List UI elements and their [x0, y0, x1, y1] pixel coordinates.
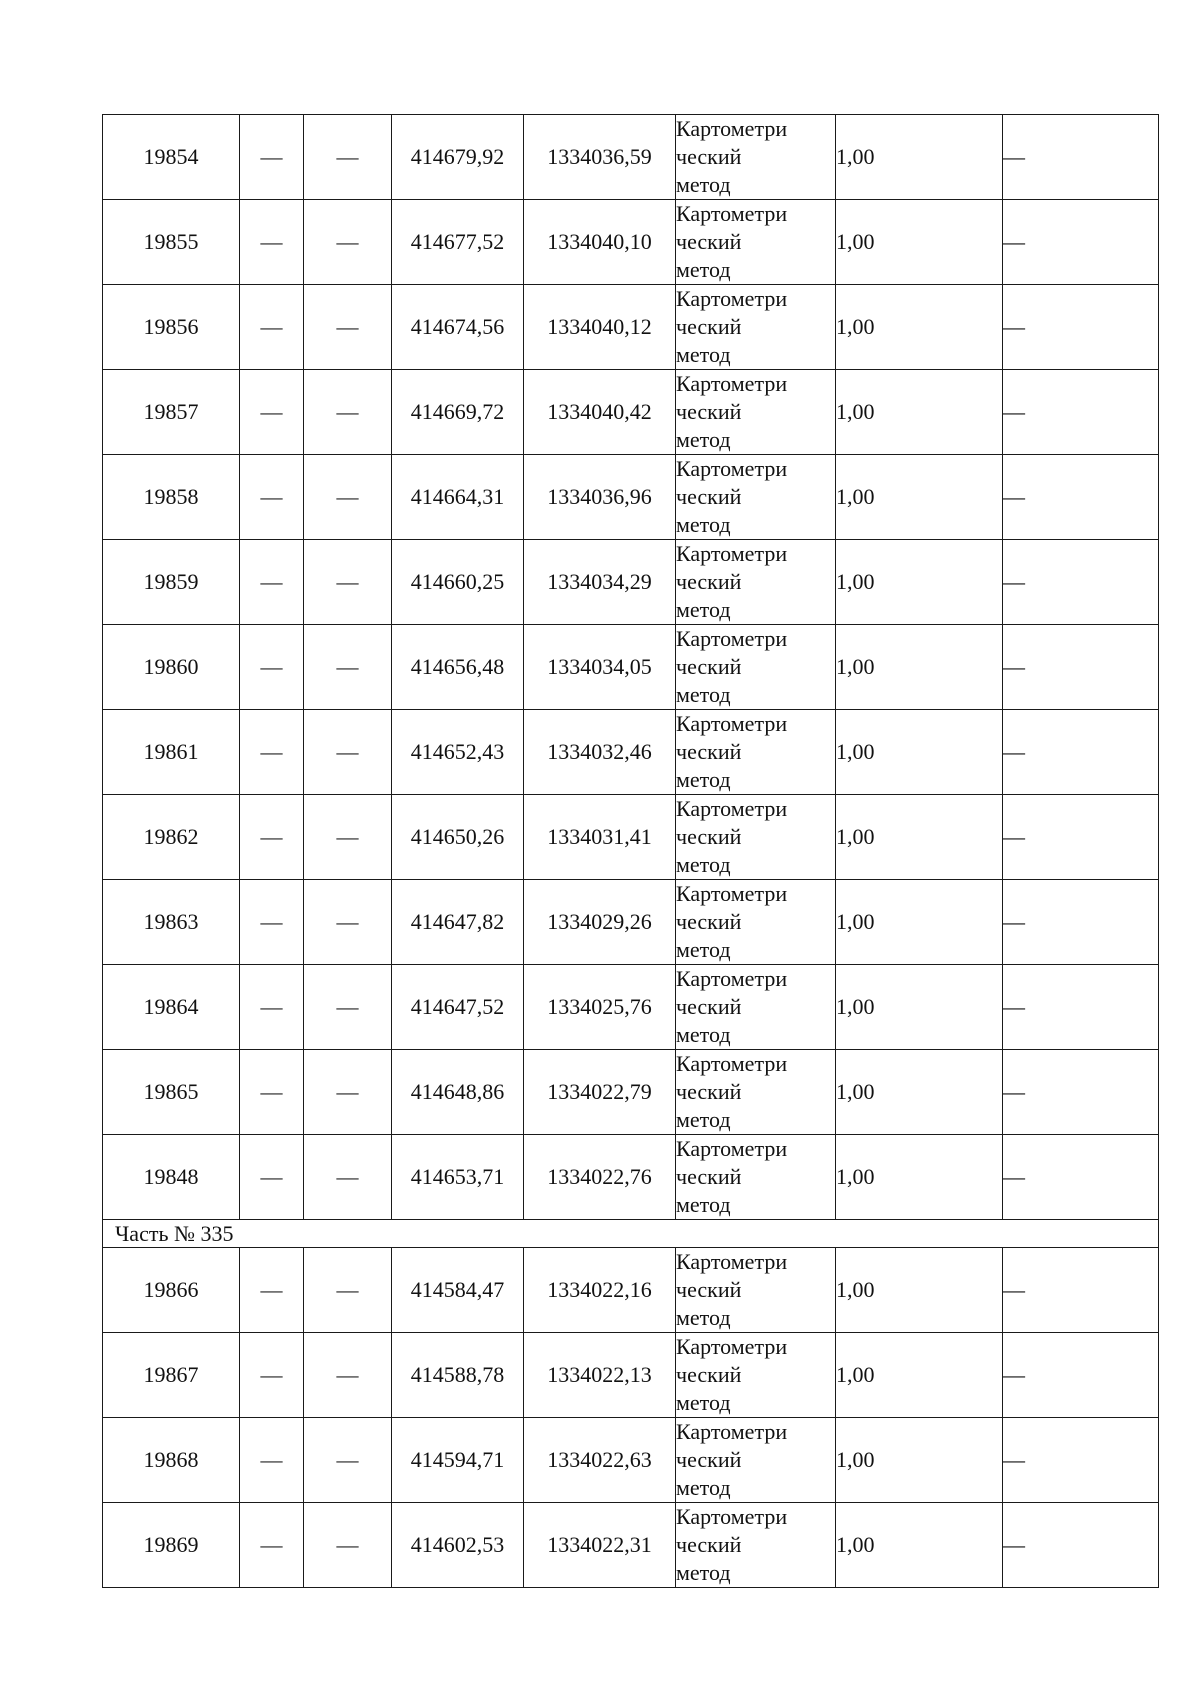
table-body [103, 115, 1159, 1588]
accuracy-cell: 1,00 [836, 795, 1003, 880]
method-text-line: метод [676, 597, 731, 622]
empty-dash-cell: — [240, 880, 304, 965]
method-text-line: ческий [676, 1362, 742, 1387]
method-text-line: метод [676, 427, 731, 452]
method-cell [676, 200, 836, 285]
empty-dash-cell: — [240, 370, 304, 455]
method-text-line: ческий [676, 654, 742, 679]
empty-dash-cell: — [240, 200, 304, 285]
accuracy-cell: 1,00 [836, 455, 1003, 540]
method-text-line: метод [676, 1022, 731, 1047]
table-row [103, 455, 1159, 540]
x-coordinate-cell: 414584,47 [392, 1248, 524, 1333]
method-cell [676, 1333, 836, 1418]
y-coordinate-cell: 1334025,76 [524, 965, 676, 1050]
point-number-cell: 19855 [103, 200, 240, 285]
empty-dash-cell: — [1003, 965, 1159, 1050]
method-text-line: ческий [676, 144, 742, 169]
empty-dash-cell: — [1003, 625, 1159, 710]
empty-dash-cell: — [240, 710, 304, 795]
accuracy-cell: 1,00 [836, 965, 1003, 1050]
empty-dash-cell: — [240, 1248, 304, 1333]
method-text-line: метод [676, 1560, 731, 1585]
x-coordinate-cell: 414594,71 [392, 1418, 524, 1503]
empty-dash-cell: — [240, 1418, 304, 1503]
y-coordinate-cell: 1334022,13 [524, 1333, 676, 1418]
method-cell [676, 115, 836, 200]
accuracy-cell: 1,00 [836, 1248, 1003, 1333]
table-row [103, 200, 1159, 285]
y-coordinate-cell: 1334022,76 [524, 1135, 676, 1220]
method-text-line: метод [676, 767, 731, 792]
point-number-cell: 19869 [103, 1503, 240, 1588]
empty-dash-cell: — [304, 1050, 392, 1135]
empty-dash-cell: — [304, 795, 392, 880]
point-number-cell: 19848 [103, 1135, 240, 1220]
method-text-line: Картометри [676, 286, 788, 311]
accuracy-cell: 1,00 [836, 1050, 1003, 1135]
table-row [103, 1050, 1159, 1135]
method-text-line: метод [676, 937, 731, 962]
accuracy-cell: 1,00 [836, 710, 1003, 795]
empty-dash-cell: — [304, 115, 392, 200]
method-text-line: ческий [676, 909, 742, 934]
empty-dash-cell: — [1003, 370, 1159, 455]
table-row [103, 965, 1159, 1050]
accuracy-cell: 1,00 [836, 880, 1003, 965]
y-coordinate-cell: 1334022,63 [524, 1418, 676, 1503]
y-coordinate-cell: 1334036,59 [524, 115, 676, 200]
method-cell [676, 1135, 836, 1220]
method-cell [676, 1503, 836, 1588]
table-row [103, 115, 1159, 200]
empty-dash-cell: — [240, 1503, 304, 1588]
section-label: Часть № 335 [103, 1220, 1159, 1248]
point-number-cell: 19857 [103, 370, 240, 455]
empty-dash-cell: — [304, 1248, 392, 1333]
method-cell [676, 880, 836, 965]
method-text-line: метод [676, 1390, 731, 1415]
empty-dash-cell: — [1003, 200, 1159, 285]
empty-dash-cell: — [304, 200, 392, 285]
accuracy-cell: 1,00 [836, 625, 1003, 710]
empty-dash-cell: — [304, 710, 392, 795]
x-coordinate-cell: 414679,92 [392, 115, 524, 200]
y-coordinate-cell: 1334040,10 [524, 200, 676, 285]
method-text-line: метод [676, 682, 731, 707]
method-text-line: ческий [676, 484, 742, 509]
accuracy-cell: 1,00 [836, 1135, 1003, 1220]
y-coordinate-cell: 1334022,31 [524, 1503, 676, 1588]
point-number-cell: 19858 [103, 455, 240, 540]
table-row [103, 285, 1159, 370]
table-row [103, 710, 1159, 795]
point-number-cell: 19867 [103, 1333, 240, 1418]
accuracy-cell: 1,00 [836, 540, 1003, 625]
method-cell [676, 370, 836, 455]
table-row [103, 1418, 1159, 1503]
empty-dash-cell: — [1003, 710, 1159, 795]
point-number-cell: 19860 [103, 625, 240, 710]
point-number-cell: 19854 [103, 115, 240, 200]
method-text-line: ческий [676, 994, 742, 1019]
method-text-line: Картометри [676, 1504, 788, 1529]
method-text-line: ческий [676, 1079, 742, 1104]
empty-dash-cell: — [1003, 1418, 1159, 1503]
empty-dash-cell: — [304, 1135, 392, 1220]
empty-dash-cell: — [304, 540, 392, 625]
table-row [103, 370, 1159, 455]
method-text-line: ческий [676, 1532, 742, 1557]
method-text-line: метод [676, 257, 731, 282]
method-text-line: ческий [676, 739, 742, 764]
empty-dash-cell: — [304, 1503, 392, 1588]
empty-dash-cell: — [304, 1333, 392, 1418]
method-cell [676, 540, 836, 625]
empty-dash-cell: — [1003, 795, 1159, 880]
method-text-line: Картометри [676, 1249, 788, 1274]
point-number-cell: 19862 [103, 795, 240, 880]
point-number-cell: 19868 [103, 1418, 240, 1503]
table-row [103, 795, 1159, 880]
method-text-line: метод [676, 172, 731, 197]
method-text-line: ческий [676, 569, 742, 594]
empty-dash-cell: — [1003, 1248, 1159, 1333]
method-text-line: Картометри [676, 881, 788, 906]
empty-dash-cell: — [304, 625, 392, 710]
accuracy-cell: 1,00 [836, 1333, 1003, 1418]
x-coordinate-cell: 414677,52 [392, 200, 524, 285]
method-text-line: Картометри [676, 456, 788, 481]
y-coordinate-cell: 1334040,12 [524, 285, 676, 370]
table-row [103, 1135, 1159, 1220]
method-text-line: Картометри [676, 711, 788, 736]
empty-dash-cell: — [240, 625, 304, 710]
empty-dash-cell: — [1003, 1333, 1159, 1418]
method-text-line: Картометри [676, 1419, 788, 1444]
accuracy-cell: 1,00 [836, 1418, 1003, 1503]
method-text-line: ческий [676, 399, 742, 424]
table-row [103, 880, 1159, 965]
method-text-line: ческий [676, 1164, 742, 1189]
method-text-line: Картометри [676, 201, 788, 226]
point-number-cell: 19866 [103, 1248, 240, 1333]
method-cell [676, 710, 836, 795]
point-number-cell: 19856 [103, 285, 240, 370]
y-coordinate-cell: 1334032,46 [524, 710, 676, 795]
method-cell [676, 795, 836, 880]
empty-dash-cell: — [1003, 540, 1159, 625]
x-coordinate-cell: 414602,53 [392, 1503, 524, 1588]
x-coordinate-cell: 414653,71 [392, 1135, 524, 1220]
method-cell [676, 625, 836, 710]
method-cell [676, 1050, 836, 1135]
point-number-cell: 19859 [103, 540, 240, 625]
point-number-cell: 19865 [103, 1050, 240, 1135]
point-number-cell: 19863 [103, 880, 240, 965]
point-number-cell: 19864 [103, 965, 240, 1050]
empty-dash-cell: — [1003, 1050, 1159, 1135]
y-coordinate-cell: 1334034,29 [524, 540, 676, 625]
y-coordinate-cell: 1334040,42 [524, 370, 676, 455]
method-text-line: Картометри [676, 1051, 788, 1076]
method-text-line: метод [676, 852, 731, 877]
method-text-line: ческий [676, 314, 742, 339]
accuracy-cell: 1,00 [836, 1503, 1003, 1588]
x-coordinate-cell: 414660,25 [392, 540, 524, 625]
method-cell [676, 965, 836, 1050]
method-text-line: Картометри [676, 626, 788, 651]
accuracy-cell: 1,00 [836, 370, 1003, 455]
empty-dash-cell: — [304, 455, 392, 540]
table-row [103, 540, 1159, 625]
method-text-line: Картометри [676, 371, 788, 396]
empty-dash-cell: — [1003, 1135, 1159, 1220]
empty-dash-cell: — [240, 965, 304, 1050]
empty-dash-cell: — [240, 285, 304, 370]
method-cell [676, 1418, 836, 1503]
x-coordinate-cell: 414669,72 [392, 370, 524, 455]
method-cell [676, 455, 836, 540]
y-coordinate-cell: 1334034,05 [524, 625, 676, 710]
empty-dash-cell: — [240, 455, 304, 540]
empty-dash-cell: — [1003, 285, 1159, 370]
table-row [103, 1503, 1159, 1588]
accuracy-cell: 1,00 [836, 285, 1003, 370]
method-text-line: Картометри [676, 966, 788, 991]
method-text-line: Картометри [676, 116, 788, 141]
empty-dash-cell: — [1003, 1503, 1159, 1588]
y-coordinate-cell: 1334022,16 [524, 1248, 676, 1333]
method-text-line: метод [676, 1475, 731, 1500]
method-text-line: ческий [676, 1447, 742, 1472]
method-cell [676, 285, 836, 370]
x-coordinate-cell: 414652,43 [392, 710, 524, 795]
method-text-line: Картометри [676, 541, 788, 566]
table-row [103, 625, 1159, 710]
section-row [103, 1220, 1159, 1248]
empty-dash-cell: — [240, 540, 304, 625]
method-text-line: метод [676, 1305, 731, 1330]
method-text-line: ческий [676, 229, 742, 254]
method-text-line: Картометри [676, 1136, 788, 1161]
method-text-line: Картометри [676, 1334, 788, 1359]
method-text-line: ческий [676, 824, 742, 849]
empty-dash-cell: — [304, 285, 392, 370]
empty-dash-cell: — [240, 795, 304, 880]
accuracy-cell: 1,00 [836, 115, 1003, 200]
x-coordinate-cell: 414647,52 [392, 965, 524, 1050]
empty-dash-cell: — [1003, 880, 1159, 965]
empty-dash-cell: — [304, 1418, 392, 1503]
y-coordinate-cell: 1334036,96 [524, 455, 676, 540]
empty-dash-cell: — [240, 1135, 304, 1220]
empty-dash-cell: — [1003, 455, 1159, 540]
x-coordinate-cell: 414656,48 [392, 625, 524, 710]
empty-dash-cell: — [1003, 115, 1159, 200]
x-coordinate-cell: 414674,56 [392, 285, 524, 370]
coordinates-table [102, 114, 1159, 1588]
table-row [103, 1333, 1159, 1418]
empty-dash-cell: — [304, 965, 392, 1050]
x-coordinate-cell: 414648,86 [392, 1050, 524, 1135]
method-text-line: метод [676, 342, 731, 367]
empty-dash-cell: — [240, 1050, 304, 1135]
y-coordinate-cell: 1334029,26 [524, 880, 676, 965]
method-text-line: Картометри [676, 796, 788, 821]
y-coordinate-cell: 1334022,79 [524, 1050, 676, 1135]
method-text-line: метод [676, 1107, 731, 1132]
y-coordinate-cell: 1334031,41 [524, 795, 676, 880]
method-text-line: ческий [676, 1277, 742, 1302]
empty-dash-cell: — [240, 115, 304, 200]
accuracy-cell: 1,00 [836, 200, 1003, 285]
empty-dash-cell: — [304, 370, 392, 455]
x-coordinate-cell: 414664,31 [392, 455, 524, 540]
empty-dash-cell: — [240, 1333, 304, 1418]
empty-dash-cell: — [304, 880, 392, 965]
method-text-line: метод [676, 512, 731, 537]
table-row [103, 1248, 1159, 1333]
method-text-line: метод [676, 1192, 731, 1217]
method-cell [676, 1248, 836, 1333]
point-number-cell: 19861 [103, 710, 240, 795]
x-coordinate-cell: 414588,78 [392, 1333, 524, 1418]
x-coordinate-cell: 414647,82 [392, 880, 524, 965]
x-coordinate-cell: 414650,26 [392, 795, 524, 880]
